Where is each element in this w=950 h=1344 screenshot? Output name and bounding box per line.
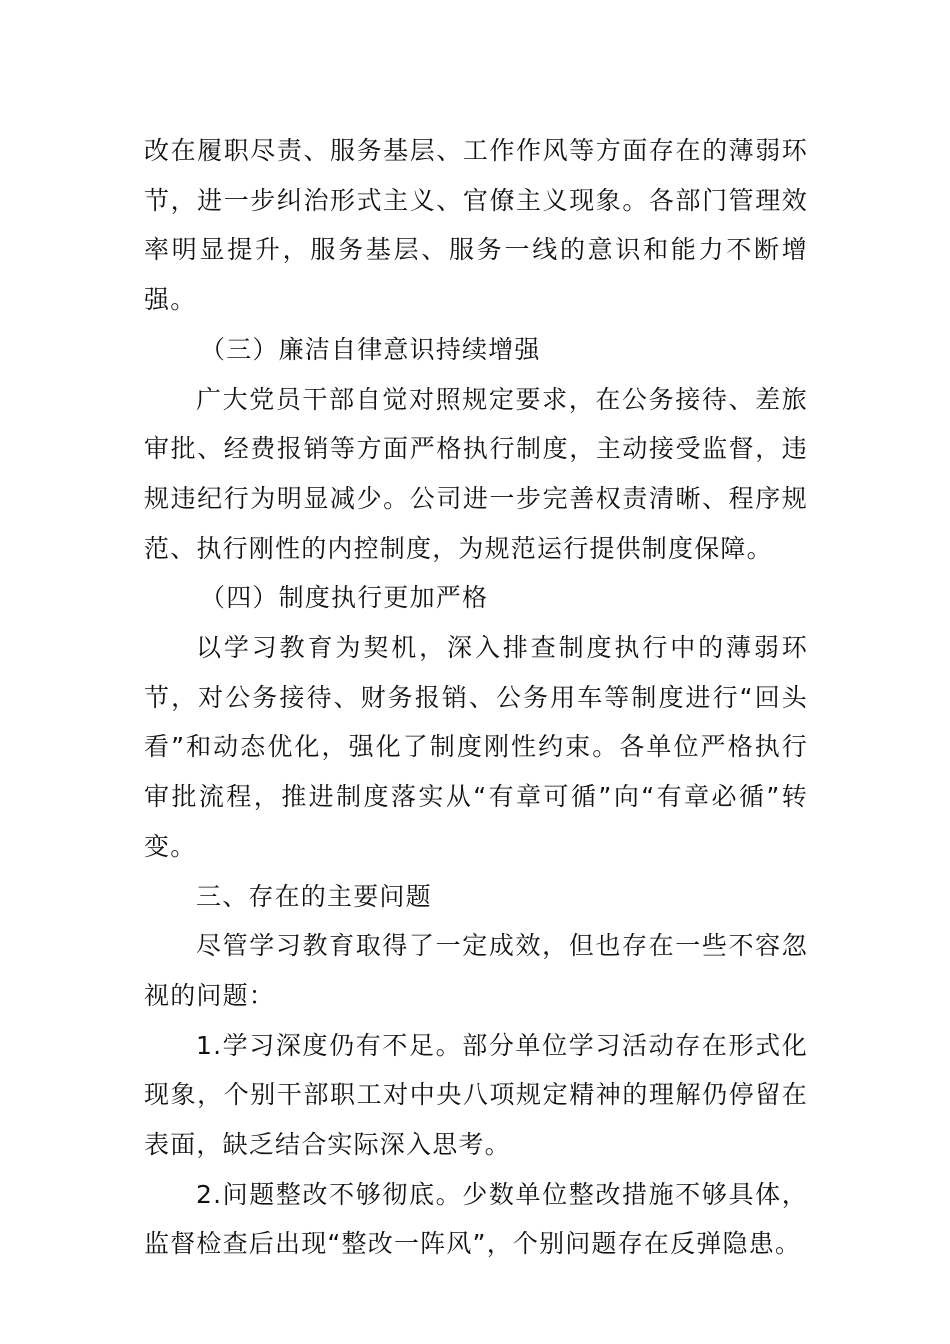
problem-item-2: 2.问题整改不够彻底。少数单位整改措施不够具体，监督检查后出现“整改一阵风”，个别问题存在反弹隐患。: [144, 1179, 808, 1259]
paragraph-continued: 改在履职尽责、服务基层、工作作风等方面存在的薄弱环节，进一步纠治形式主义、官僚主义现象。各部门管理效率明显提升，服务基层、服务一线的意识和能力不断增强。: [144, 136, 808, 315]
subheading-system-execution: （四）制度执行更加严格: [200, 583, 489, 613]
subheading-integrity: （三）廉洁自律意识持续增强: [200, 334, 541, 364]
paragraph-problems-intro: 尽管学习教育取得了一定成效，但也存在一些不容忽视的问题：: [144, 931, 808, 1010]
problem-item-1: 1.学习深度仍有不足。部分单位学习活动存在形式化现象，个别干部职工对中央八项规定精神的理解仍停留在表面，缺乏结合实际深入思考。: [144, 1030, 808, 1160]
paragraph-system-execution: 以学习教育为契机，深入排查制度执行中的薄弱环节，对公务接待、财务报销、公务用车等制度进行“回头看”和动态优化，强化了制度刚性约束。各单位严格执行审批流程，推进制度落实从“有章可循”向“有章必循”转变。: [144, 633, 808, 861]
section-heading-problems: 三、存在的主要问题: [196, 881, 432, 911]
document-body: [144, 126, 808, 1269]
paragraph-integrity: 广大党员干部自觉对照规定要求，在公务接待、差旅审批、经费报销等方面严格执行制度，主动接受监督，违规违纪行为明显减少。公司进一步完善权责清晰、程序规范、执行刚性的内控制度，为规范运行提供制度保障。: [144, 384, 808, 563]
